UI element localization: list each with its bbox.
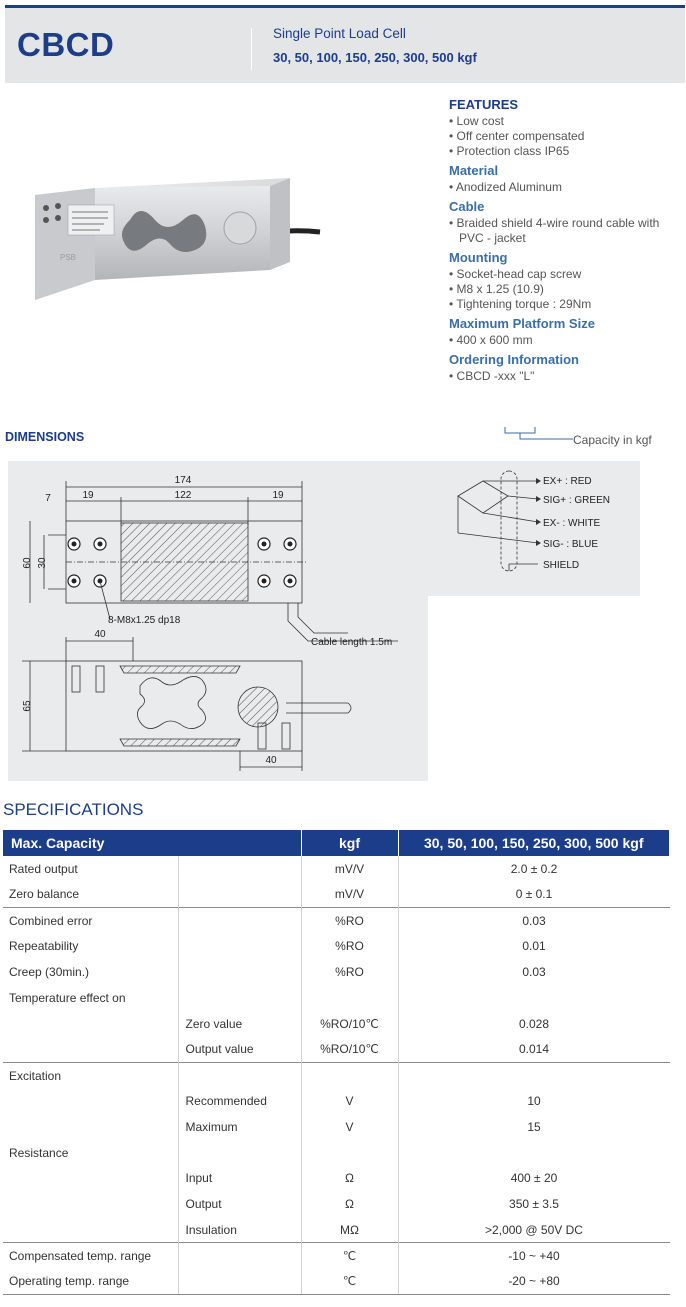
material-heading: Material bbox=[449, 163, 499, 178]
specifications-table bbox=[3, 830, 670, 1295]
spec-header-values: 30, 50, 100, 150, 250, 300, 500 kgf bbox=[398, 830, 670, 856]
spec-row-sublabel bbox=[178, 908, 301, 934]
spec-row-sublabel: Output bbox=[178, 1191, 301, 1217]
spec-row-value: 0.03 bbox=[398, 908, 670, 934]
model-name: CBCD bbox=[17, 26, 115, 63]
spec-row-unit: mV/V bbox=[301, 882, 398, 908]
dim-height: 60 bbox=[22, 557, 33, 569]
ordering-bracket bbox=[495, 425, 575, 445]
wire-sig-minus: SIG- : BLUE bbox=[543, 539, 599, 550]
spec-row-unit: MΩ bbox=[301, 1217, 398, 1243]
dim-side-left-width: 40 bbox=[94, 629, 106, 640]
spec-row-unit: %RO/10℃ bbox=[301, 1037, 398, 1063]
mounting-item: • Socket-head cap screw bbox=[449, 267, 582, 281]
spec-row-value: 0.03 bbox=[522, 965, 546, 980]
spec-row-label: Repeatability bbox=[9, 939, 79, 954]
spec-row-unit: V bbox=[301, 1114, 398, 1140]
spec-row bbox=[3, 1166, 670, 1192]
spec-row-value: 400 ± 20 bbox=[510, 1171, 558, 1186]
capacity-list: 30, 50, 100, 150, 250, 300, 500 kgf bbox=[273, 50, 477, 65]
spec-row-sublabel bbox=[178, 933, 301, 959]
spec-row-unit: %RO bbox=[301, 933, 398, 959]
spec-row-sublabel: Zero value bbox=[178, 1011, 301, 1037]
features-heading: FEATURES bbox=[449, 97, 519, 112]
feature-item: • Low cost bbox=[449, 114, 504, 128]
load-cell-photo bbox=[20, 150, 330, 310]
material-item: • Anodized Aluminum bbox=[449, 180, 562, 194]
cable-heading: Cable bbox=[449, 199, 485, 214]
spec-row-sublabel bbox=[178, 882, 301, 908]
spec-row-unit: mV/V bbox=[301, 856, 398, 882]
spec-row-sublabel: Recommended bbox=[178, 1088, 301, 1114]
spec-row-value: 0.028 bbox=[518, 1016, 550, 1031]
dimension-drawing bbox=[8, 461, 428, 781]
mounting-item: • Tightening torque : 29Nm bbox=[449, 297, 592, 311]
spec-row bbox=[3, 1191, 670, 1217]
dim-left-edge: 7 bbox=[45, 493, 51, 504]
dim-overall-length: 174 bbox=[174, 475, 192, 486]
spec-row-label: Combined error bbox=[3, 908, 178, 934]
spec-row-unit bbox=[301, 985, 398, 1011]
ordering-item: • CBCD -xxx "L" bbox=[449, 369, 535, 383]
spec-row-unit: Ω bbox=[301, 1166, 398, 1192]
spec-row-unit: ℃ bbox=[301, 1243, 398, 1269]
spec-row-label: Creep (30min.) bbox=[9, 965, 90, 980]
dim-left-hole-spacing: 19 bbox=[82, 490, 94, 501]
wiring-diagram bbox=[428, 461, 640, 596]
spec-row bbox=[3, 1243, 670, 1269]
spec-row-value: 10 bbox=[527, 1094, 541, 1109]
spec-row-value: 2.0 ± 0.2 bbox=[510, 861, 558, 876]
spec-row-sublabel bbox=[178, 1243, 301, 1269]
spec-row-label bbox=[3, 1037, 178, 1063]
spec-row-unit: %RO/10℃ bbox=[301, 1011, 398, 1037]
header-divider bbox=[251, 28, 252, 70]
spec-row-value: >2,000 @ 50V DC bbox=[485, 1222, 583, 1237]
dim-right-hole-spacing: 19 bbox=[272, 490, 284, 501]
photo-engraving: PSB bbox=[60, 253, 77, 262]
spec-row-sublabel bbox=[178, 959, 301, 985]
spec-row-label bbox=[3, 1217, 178, 1243]
thread-note: 8-M8x1.25 dp18 bbox=[108, 615, 181, 626]
spec-row-label: Temperature effect on bbox=[9, 990, 126, 1005]
spec-row-label bbox=[3, 1088, 178, 1114]
feature-item: • Off center compensated bbox=[449, 129, 585, 143]
spec-row-value: 0 ± 0.1 bbox=[515, 887, 553, 902]
spec-row-value: 15 bbox=[527, 1119, 541, 1134]
dim-side-height: 65 bbox=[22, 700, 33, 712]
spec-row bbox=[3, 959, 670, 985]
dimensions-title: DIMENSIONS bbox=[5, 430, 85, 444]
features-panel bbox=[449, 97, 679, 384]
spec-row-label: Zero balance bbox=[9, 887, 80, 902]
dim-center-length: 122 bbox=[174, 490, 192, 501]
dim-hole-spacing-v: 30 bbox=[37, 557, 48, 569]
spec-row-label: Excitation bbox=[3, 1062, 178, 1088]
spec-row-unit: ℃ bbox=[301, 1269, 398, 1295]
spec-row bbox=[3, 1062, 670, 1088]
spec-row-value bbox=[398, 1062, 670, 1088]
spec-row bbox=[3, 1011, 670, 1037]
specifications-title: SPECIFICATIONS bbox=[3, 800, 144, 819]
ordering-capacity-note: Capacity in kgf bbox=[573, 433, 652, 447]
spec-header-capacity: Max. Capacity bbox=[3, 830, 301, 856]
spec-row-sublabel bbox=[178, 1269, 301, 1295]
platform-item: • 400 x 600 mm bbox=[449, 333, 533, 347]
spec-row-value: 0.014 bbox=[518, 1042, 550, 1057]
spec-row-label bbox=[3, 1191, 178, 1217]
spec-row bbox=[3, 1114, 670, 1140]
spec-row bbox=[3, 908, 670, 934]
platform-heading: Maximum Platform Size bbox=[449, 316, 595, 331]
spec-row-label: Operating temp. range bbox=[3, 1269, 178, 1295]
ordering-heading: Ordering Information bbox=[449, 352, 579, 367]
spec-row-sublabel bbox=[178, 985, 301, 1011]
spec-row-value: -20 ~ +80 bbox=[398, 1269, 670, 1295]
spec-row-sublabel bbox=[178, 1140, 301, 1166]
spec-row-unit bbox=[301, 1062, 398, 1088]
spec-row-sublabel: Maximum bbox=[178, 1114, 301, 1140]
cable-item: • Braided shield 4-wire round cable with PVC - jacket bbox=[449, 216, 660, 245]
spec-row bbox=[3, 882, 670, 908]
cable-length-note: Cable length 1.5m bbox=[311, 637, 393, 648]
spec-row-label: Resistance bbox=[9, 1145, 69, 1160]
spec-row-sublabel: Input bbox=[178, 1166, 301, 1192]
spec-row-sublabel: Output value bbox=[178, 1037, 301, 1063]
spec-row bbox=[3, 985, 670, 1011]
spec-row-sublabel bbox=[178, 856, 301, 882]
dim-side-right-width: 40 bbox=[265, 755, 277, 766]
spec-row-value: 0.01 bbox=[522, 939, 546, 954]
spec-row-unit: %RO bbox=[301, 908, 398, 934]
spec-row bbox=[3, 933, 670, 959]
spec-row bbox=[3, 1217, 670, 1243]
spec-row bbox=[3, 1037, 670, 1063]
dimensions-panel bbox=[8, 461, 428, 781]
spec-row bbox=[3, 1088, 670, 1114]
product-subtitle: Single Point Load Cell bbox=[273, 26, 406, 41]
spec-row-value: -10 ~ +40 bbox=[398, 1243, 670, 1269]
wire-exc-plus: EX+ : RED bbox=[543, 476, 592, 487]
spec-row bbox=[3, 856, 670, 882]
spec-row-label bbox=[3, 1114, 178, 1140]
mounting-item: • M8 x 1.25 (10.9) bbox=[449, 282, 544, 296]
spec-row-sublabel bbox=[178, 1062, 301, 1088]
spec-row-label: Rated output bbox=[9, 861, 78, 876]
spec-row-value bbox=[398, 1140, 670, 1166]
spec-row-label: Compensated temp. range bbox=[3, 1243, 178, 1269]
spec-row-value bbox=[398, 985, 670, 1011]
spec-row-label bbox=[3, 1166, 178, 1192]
wire-sig-plus: SIG+ : GREEN bbox=[543, 495, 610, 506]
spec-header-row bbox=[3, 830, 670, 856]
wire-shield: SHIELD bbox=[543, 560, 580, 571]
wire-exc-minus: EX- : WHITE bbox=[543, 518, 601, 529]
mounting-heading: Mounting bbox=[449, 250, 508, 265]
spec-row-label bbox=[3, 1011, 178, 1037]
spec-row-unit: V bbox=[301, 1088, 398, 1114]
spec-header-unit: kgf bbox=[301, 830, 398, 856]
spec-row bbox=[3, 1140, 670, 1166]
header-banner bbox=[5, 8, 685, 83]
spec-row-value: 350 ± 3.5 bbox=[509, 1197, 559, 1212]
spec-row-unit: %RO bbox=[301, 959, 398, 985]
feature-item: • Protection class IP65 bbox=[449, 144, 570, 158]
spec-row-sublabel: Insulation bbox=[178, 1217, 301, 1243]
spec-row-unit bbox=[301, 1140, 398, 1166]
spec-row-unit: Ω bbox=[301, 1191, 398, 1217]
wiring-panel bbox=[428, 461, 640, 596]
spec-row bbox=[3, 1269, 670, 1295]
